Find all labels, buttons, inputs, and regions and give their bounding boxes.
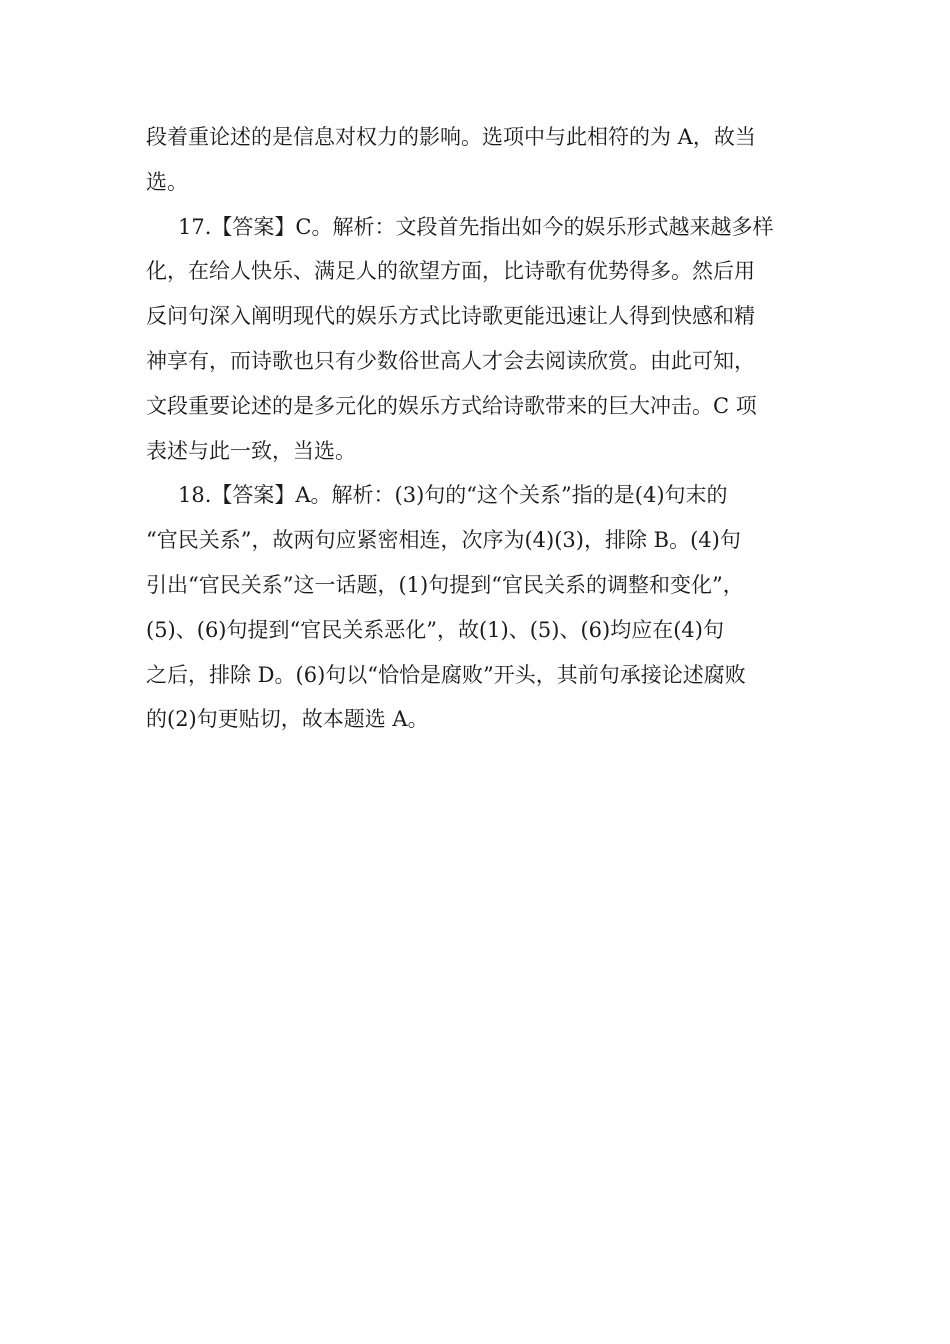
text-line: “官民关系”，故两句应紧密相连，次序为(4)(3)，排除 B。(4)句 xyxy=(146,528,741,553)
text-line: 17.【答案】C。解析：文段首先指出如今的娱乐形式越来越多样 xyxy=(178,214,774,239)
text-line: (5)、(6)句提到“官民关系恶化”，故(1)、(5)、(6)均应在(4)句 xyxy=(146,617,724,642)
answer-explanation-text xyxy=(146,115,836,742)
paragraph-continuation xyxy=(146,115,836,205)
text-line: 之后，排除 D。(6)句以“恰恰是腐败”开头，其前句承接论述腐败 xyxy=(146,662,746,687)
text-line: 段着重论述的是信息对权力的影响。选项中与此相符的为 A，故当 xyxy=(146,125,756,149)
text-line: 表述与此一致，当选。 xyxy=(146,438,356,463)
text-line: 引出“官民关系”这一话题，(1)句提到“官民关系的调整和变化”， xyxy=(146,572,744,597)
text-line: 文段重要论述的是多元化的娱乐方式给诗歌带来的巨大冲击。C 项 xyxy=(146,393,757,418)
text-line: 18.【答案】A。解析：(3)句的“这个关系”指的是(4)句末的 xyxy=(178,483,728,508)
text-line: 神享有，而诗歌也只有少数俗世高人才会去阅读欣赏。由此可知， xyxy=(146,348,755,373)
paragraph-q18-answer xyxy=(146,473,836,742)
text-line: 化，在给人快乐、满足人的欲望方面，比诗歌有优势得多。然后用 xyxy=(146,259,755,284)
text-line: 选。 xyxy=(146,169,188,194)
text-line: 反问句深入阐明现代的娱乐方式比诗歌更能迅速让人得到快感和精 xyxy=(146,304,755,329)
text-line: 的(2)句更贴切，故本题选 A。 xyxy=(146,707,429,732)
paragraph-q17-answer xyxy=(146,205,836,474)
